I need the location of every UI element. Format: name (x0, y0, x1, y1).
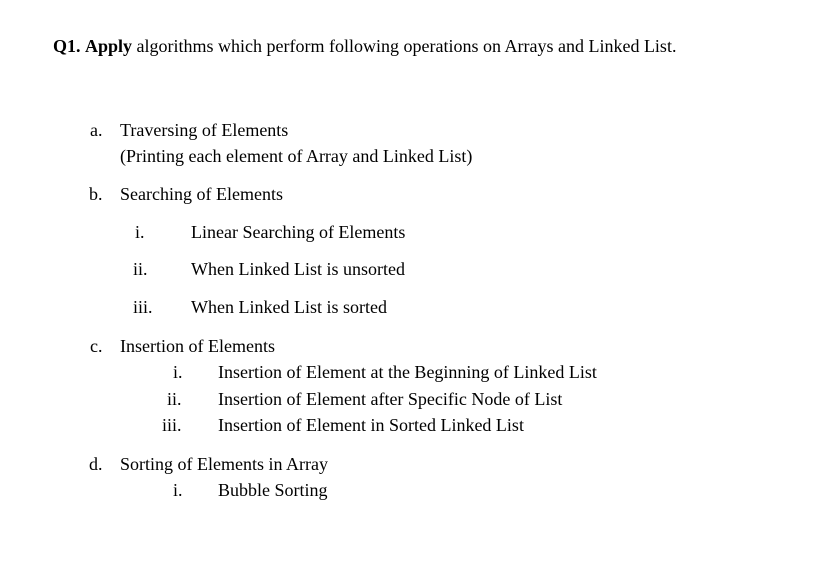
sub-item-b3-text: When Linked List is sorted (191, 297, 387, 317)
list-item-d-marker: d. (89, 454, 103, 474)
sub-item-d1-marker: i. (173, 480, 183, 500)
question-number: Q1. (53, 36, 81, 56)
sub-item-b1-text: Linear Searching of Elements (191, 222, 406, 242)
list-item-a-title: Traversing of Elements (120, 120, 289, 140)
sub-item-c2-marker: ii. (167, 389, 182, 409)
sub-item-b1-marker: i. (135, 222, 145, 242)
sub-item-c2-text: Insertion of Element after Specific Node of List (218, 389, 563, 409)
sub-item-b2-text: When Linked List is unsorted (191, 259, 405, 279)
list-item-b-marker: b. (89, 184, 103, 204)
sub-item-b3-marker: iii. (133, 297, 153, 317)
question-keyword: Apply (85, 36, 133, 56)
list-item-c-title: Insertion of Elements (120, 336, 275, 356)
sub-item-c1-text: Insertion of Element at the Beginning of Linked List (218, 362, 597, 382)
question-text: algorithms which perform following operations on Arrays and Linked List. (132, 36, 677, 56)
sub-item-c3-marker: iii. (162, 415, 182, 435)
list-item-d-title: Sorting of Elements in Array (120, 454, 328, 474)
sub-item-d1-text: Bubble Sorting (218, 480, 328, 500)
sub-item-b2-marker: ii. (133, 259, 148, 279)
list-item-c-marker: c. (90, 336, 103, 356)
sub-item-c3-text: Insertion of Element in Sorted Linked List (218, 415, 524, 435)
list-item-a-note: (Printing each element of Array and Linked List) (120, 146, 473, 166)
list-item-b-title: Searching of Elements (120, 184, 283, 204)
question-heading (53, 36, 676, 57)
list-item-a-marker: a. (90, 120, 103, 140)
sub-item-c1-marker: i. (173, 362, 183, 382)
